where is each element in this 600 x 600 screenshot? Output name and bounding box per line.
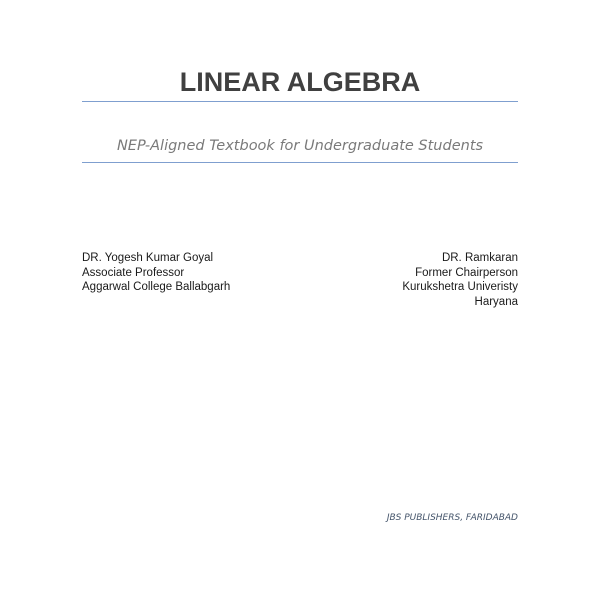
author-name: DR. Ramkaran [441, 252, 518, 264]
author-name: DR. Yogesh Kumar Goyal [82, 252, 214, 264]
title-divider [82, 101, 518, 102]
subtitle-divider [82, 162, 518, 163]
author-affiliation: Aggarwal College Ballabgarh [82, 281, 231, 293]
publisher-imprint: JBS PUBLISHERS, FARIDABAD [386, 513, 518, 523]
book-title: LINEAR ALGEBRA [179, 67, 421, 97]
author-block-right [402, 251, 518, 309]
author-state: Haryana [474, 295, 518, 308]
book-subtitle: NEP-Aligned Textbook for Undergraduate Students [116, 138, 484, 154]
author-affiliation: Kurukshetra Univeristy [402, 281, 518, 293]
author-block-left [82, 251, 230, 295]
author-designation: Associate Professor [82, 266, 185, 279]
author-designation: Former Chairperson [415, 266, 518, 279]
